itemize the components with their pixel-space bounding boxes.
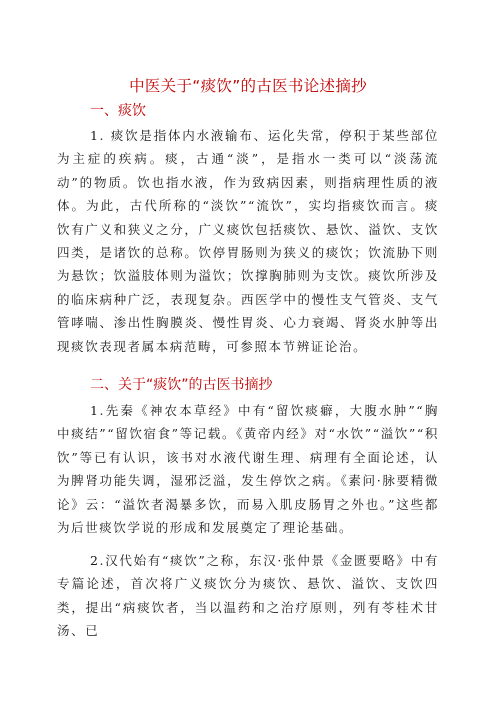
- section-heading-tanyin: 一、痰饮: [90, 103, 146, 119]
- paragraph-han-dynasty: 2.汉代始有“痰饮”之称，东汉·张仲景《金匮要略》中有专篇论述，首次将广义痰饮分为痰饮、悬饮、溢饮、支饮四类，提出“病痰饮者，当以温药和之治疗原则，列有苓桂术甘汤、已: [57, 553, 439, 639]
- paragraph-pre-qin: 1.先秦《神农本草经》中有“留饮痰癖，大腹水肿”“胸中痰结”“留饮宿食”等记载。《黄帝内经》对“水饮”“溢饮”“积饮”等已有认识，该书对水液代谢生理、病理有全面论述，认为脾肾功能失调，湿邪泛溢，发生停饮之病。《素问·脉要精微论》云：“溢饮者渴暴多饮，而易入肌皮肠胃之外也。”这些都为后世痰饮学说的形成和发展奠定了理论基础。: [57, 403, 439, 536]
- section-heading-ancient-texts: 二、关于“痰饮”的古医书摘抄: [90, 377, 273, 393]
- document-title: 中医关于“痰饮”的古医书论述摘抄: [129, 77, 367, 95]
- paragraph-definition: 1. 痰饮是指体内水液输布、运化失常，停积于某些部位为主症的疾病。痰，古通“淡”，是指水一类可以“淡荡流动”的物质。饮也指水液，作为致病因素，则指病理性质的液体。为此，古代所称的“淡饮”“流饮”，实均指痰饮而言。痰饮有广义和狭义之分，广义痰饮包括痰饮、悬饮、溢饮、支饮四类，是诸饮的总称。饮停胃肠则为狭义的痰饮；饮流胁下则为悬饮；饮溢肢体则为溢饮；饮撑胸肺则为支饮。痰饮所涉及的临床病种广泛，表现复杂。西医学中的慢性支气管炎、支气管哮喘、渗出性胸膜炎、慢性胃炎、心力衰竭、肾炎水肿等出现痰饮表现者属本病范畴，可参照本节辨证论治。: [57, 128, 439, 354]
